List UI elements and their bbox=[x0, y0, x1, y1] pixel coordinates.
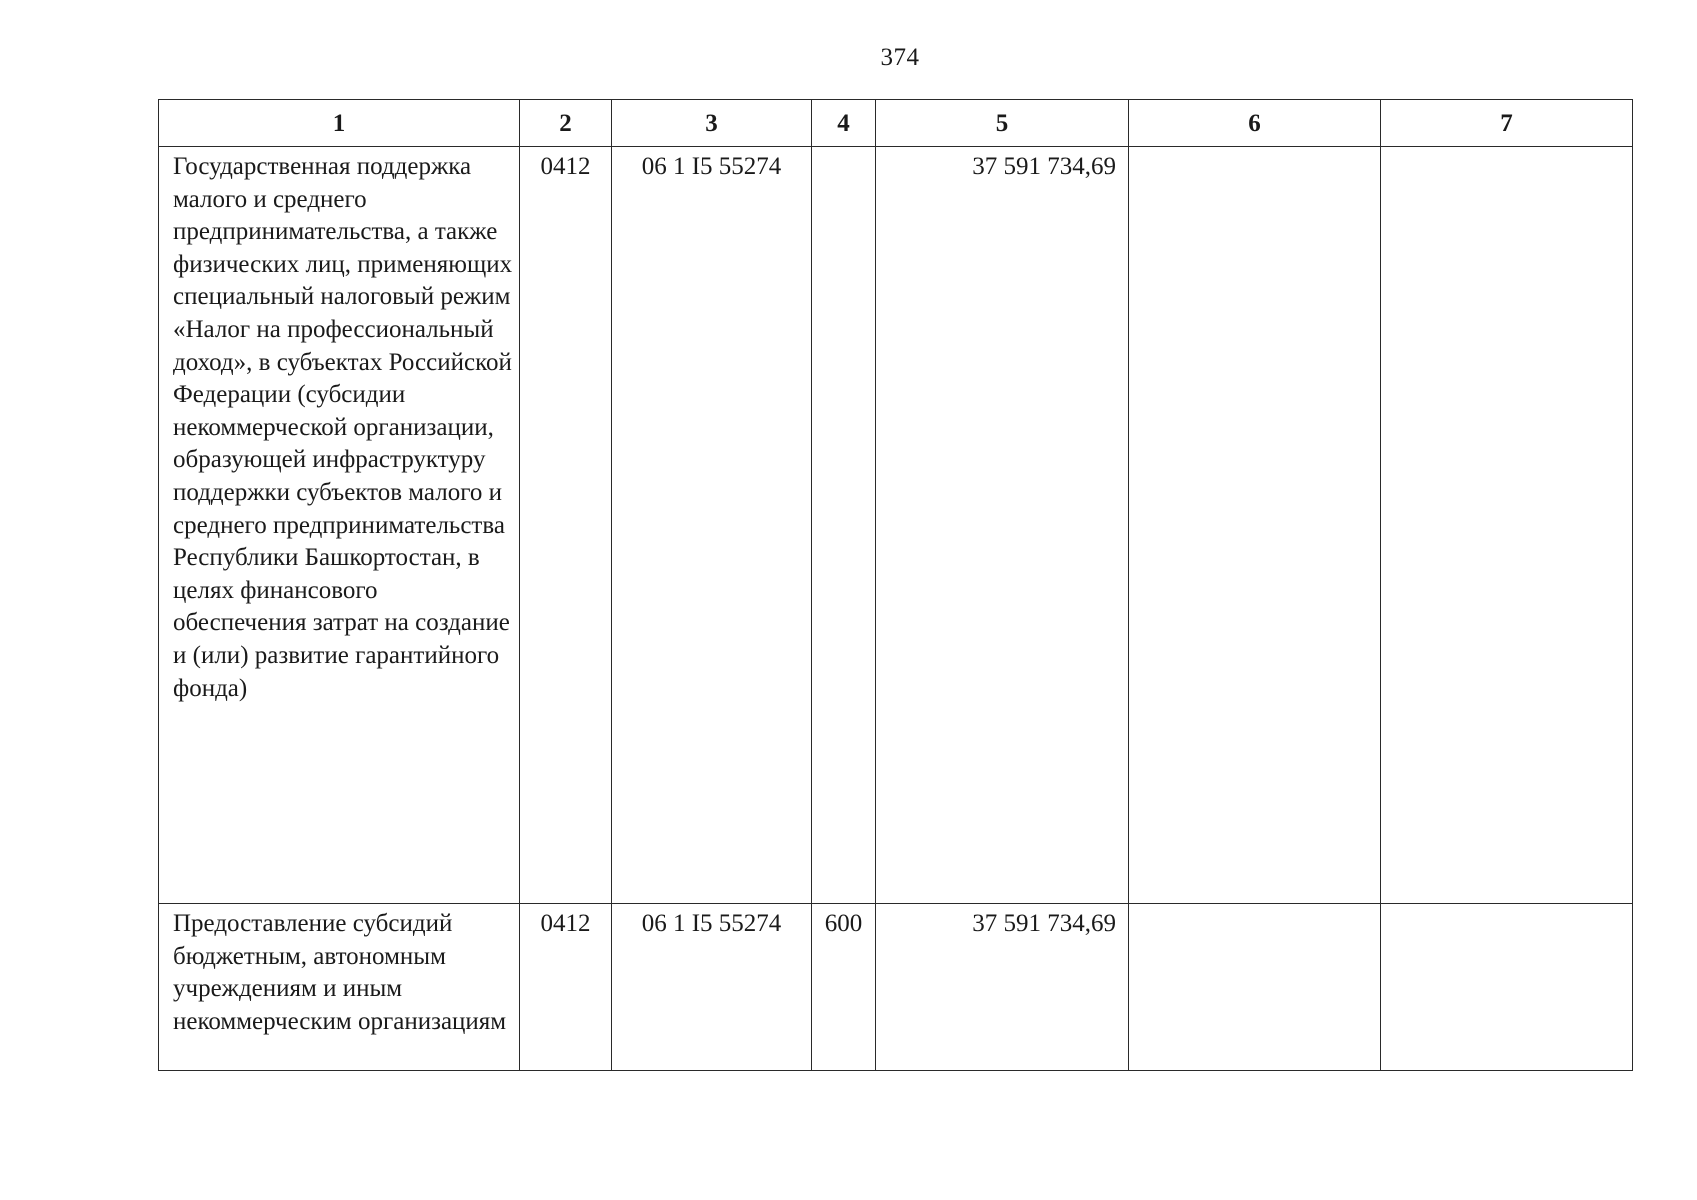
target-code-cell: 06 1 I5 55274 bbox=[612, 904, 812, 1071]
expense-type-cell bbox=[812, 147, 876, 904]
col6-cell bbox=[1129, 147, 1381, 904]
section-code-cell: 0412 bbox=[520, 147, 612, 904]
column-header-3: 3 bbox=[612, 100, 812, 147]
row-name-cell: Предоставление субсидий бюджетным, автономным учреждениям и иным некоммерческим организациям bbox=[159, 904, 520, 1071]
budget-table bbox=[158, 99, 1633, 1071]
table-row bbox=[159, 904, 1633, 1071]
column-header-2: 2 bbox=[520, 100, 612, 147]
column-header-5: 5 bbox=[876, 100, 1129, 147]
row-name-cell: Государственная поддержка малого и среднего предпринимательства, а также физических лиц, применяющих специальный налоговый режим «Налог на профессиональный доход», в субъектах Российской Федерации (субсидии некоммерческой организации, образующей инфраструктуру поддержки субъектов малого и среднего предпринимательства Республики Башкортостан, в целях финансового обеспечения затрат на создание и (или) развитие гарантийного фонда) bbox=[159, 147, 520, 904]
target-code-cell: 06 1 I5 55274 bbox=[612, 147, 812, 904]
amount-cell: 37 591 734,69 bbox=[876, 904, 1129, 1071]
col7-cell bbox=[1381, 147, 1633, 904]
expense-type-cell: 600 bbox=[812, 904, 876, 1071]
table-row bbox=[159, 147, 1633, 904]
column-header-1: 1 bbox=[159, 100, 520, 147]
col6-cell bbox=[1129, 904, 1381, 1071]
amount-cell: 37 591 734,69 bbox=[876, 147, 1129, 904]
section-code-cell: 0412 bbox=[520, 904, 612, 1071]
col7-cell bbox=[1381, 904, 1633, 1071]
column-header-6: 6 bbox=[1129, 100, 1381, 147]
table-header-row bbox=[159, 100, 1633, 147]
column-header-7: 7 bbox=[1381, 100, 1633, 147]
column-header-4: 4 bbox=[812, 100, 876, 147]
page-number: 374 bbox=[880, 44, 920, 71]
